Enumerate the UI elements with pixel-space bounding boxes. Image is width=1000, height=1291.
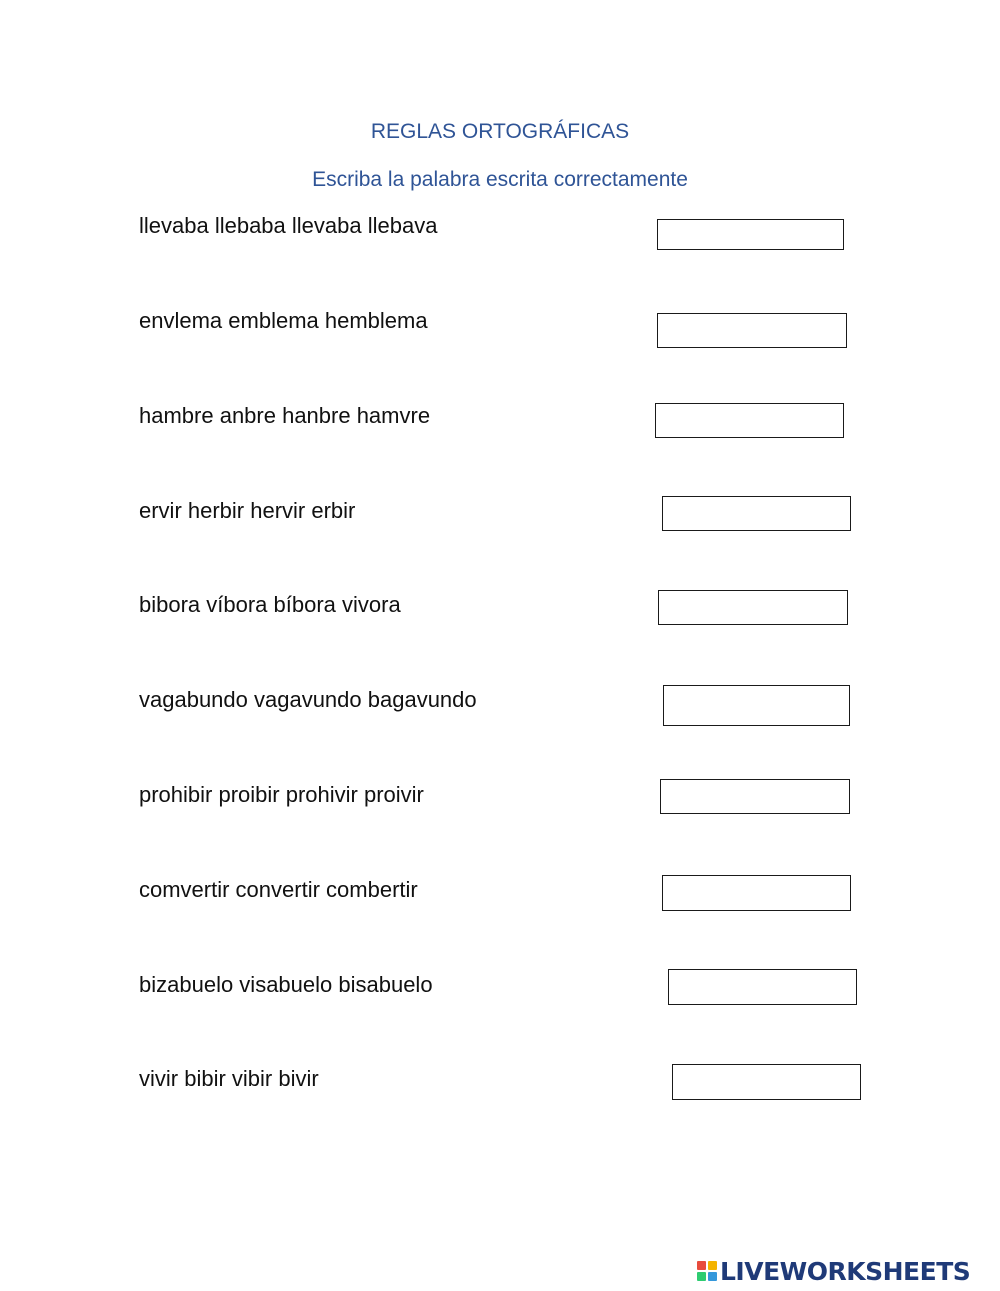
answer-input-8[interactable] (662, 875, 851, 911)
answer-input-7[interactable] (660, 779, 850, 814)
answer-input-4[interactable] (662, 496, 851, 531)
row-2-options: envlema emblema hemblema (139, 308, 428, 333)
row-3-options: hambre anbre hanbre hamvre (139, 403, 431, 428)
logo-square-yellow (708, 1261, 717, 1270)
answer-input-5[interactable] (658, 590, 848, 625)
worksheet-title: REGLAS ORTOGRÁFICAS (370, 120, 630, 143)
row-8-options: comvertir convertir combertir (139, 877, 418, 902)
logo-square-red (697, 1261, 706, 1270)
answer-input-6[interactable] (663, 685, 850, 726)
row-7-options: prohibir proibir prohivir proivir (139, 782, 424, 807)
row-10-options: vivir bibir vibir bivir (139, 1066, 319, 1091)
answer-input-10[interactable] (672, 1064, 861, 1100)
answer-input-3[interactable] (655, 403, 844, 438)
brand-logo[interactable] (697, 1256, 970, 1286)
answer-input-2[interactable] (657, 313, 847, 348)
row-4-options: ervir herbir hervir erbir (139, 498, 356, 523)
answer-input-1[interactable] (657, 219, 844, 250)
logo-square-green (697, 1272, 706, 1281)
logo-square-blue (708, 1272, 717, 1281)
row-9-options: bizabuelo visabuelo bisabuelo (139, 972, 433, 997)
liveworksheets-logo-icon (697, 1261, 717, 1281)
row-5-options: bibora víbora bíbora vivora (139, 592, 401, 617)
brand-wordmark: LIVEWORKSHEETS (720, 1256, 971, 1286)
answer-input-9[interactable] (668, 969, 857, 1005)
row-6-options: vagabundo vagavundo bagavundo (139, 687, 477, 712)
row-1-options: llevaba llebaba llevaba llebava (139, 213, 438, 238)
worksheet-instructions: Escriba la palabra escrita correctamente (312, 168, 688, 191)
